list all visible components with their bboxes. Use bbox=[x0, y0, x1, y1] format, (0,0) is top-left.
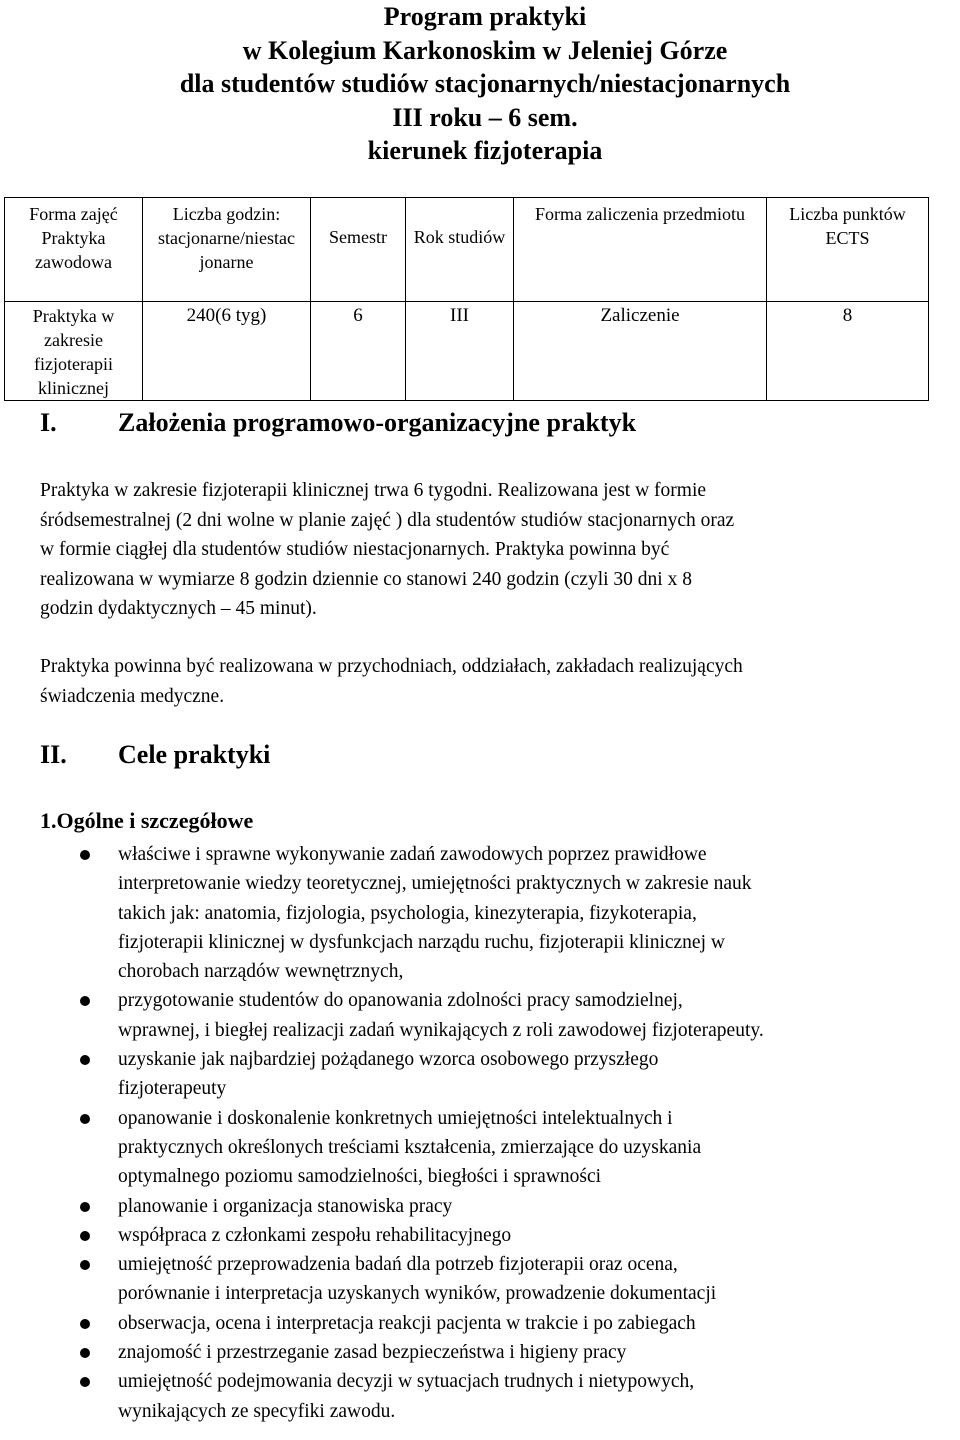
value-forma-zaliczenia: Zaliczenie bbox=[514, 302, 767, 401]
text-line: przygotowanie studentów do opanowania zdolności pracy samodzielnej, bbox=[118, 990, 683, 1012]
list-item bbox=[0, 986, 960, 1045]
text-line: interpretowanie wiedzy teoretycznej, umiejętności praktycznych w zakresie nauk bbox=[118, 873, 752, 895]
text-line: planowanie i organizacja stanowiska pracy bbox=[118, 1195, 453, 1217]
text-line: znajomość i przestrzeganie zasad bezpieczeństwa i higieny pracy bbox=[118, 1342, 627, 1364]
list-item bbox=[0, 1221, 960, 1250]
subsection-heading: 1.Ogólne i szczegółowe bbox=[40, 808, 254, 833]
section-number: II. bbox=[40, 740, 67, 769]
title-line: III roku – 6 sem. bbox=[392, 102, 578, 132]
title-line: kierunek fizjoterapia bbox=[367, 136, 603, 165]
text-line: realizowana w wymiarze 8 godzin dziennie co stanowi 240 godzin (czyli 30 dni x 8 bbox=[40, 568, 692, 590]
value-liczba-godzin: 240(6 tyg) bbox=[143, 302, 311, 401]
list-item bbox=[0, 1045, 960, 1104]
list-item bbox=[0, 1192, 960, 1221]
value-rok: III bbox=[406, 302, 514, 401]
list-item bbox=[0, 1250, 960, 1309]
list-item bbox=[0, 1104, 960, 1192]
text-line: umiejętność przeprowadzenia badań dla potrzeb fizjoterapii oraz ocena, bbox=[118, 1254, 678, 1276]
text-line: umiejętność podejmowania decyzji w sytuacjach trudnych i nietypowych, bbox=[118, 1371, 695, 1393]
bullet-icon bbox=[80, 850, 90, 860]
bullet-icon bbox=[80, 1202, 90, 1212]
header-semestr: Semestr bbox=[311, 198, 406, 302]
title-line: Program praktyki bbox=[383, 2, 587, 31]
text-line: wynikających ze specyfiki zawodu. bbox=[118, 1400, 396, 1422]
bullet-icon bbox=[80, 996, 90, 1006]
text-line: godzin dydaktycznych – 45 minut). bbox=[40, 598, 317, 619]
section-1-paragraph-1 bbox=[40, 476, 960, 624]
text-line: Praktyka w zakresie fizjoterapii klinicznej trwa 6 tygodni. Realizowana jest w formie bbox=[40, 480, 707, 501]
text-line: opanowanie i doskonalenie konkretnych umiejętności intelektualnych i bbox=[118, 1107, 673, 1129]
list-item bbox=[0, 840, 960, 986]
document-title bbox=[0, 0, 960, 168]
text-line: w formie ciągłej dla studentów studiów niestacjonarnych. Praktyka powinna być bbox=[40, 539, 670, 560]
text-line: chorobach narządów wewnętrznych, bbox=[118, 961, 404, 983]
text-line: fizjoterapeuty bbox=[118, 1078, 227, 1100]
value-forma-zajec: Praktyka w zakresie fizjoterapii klinicznej bbox=[5, 302, 143, 401]
header-forma-zaliczenia: Forma zaliczenia przedmiotu bbox=[514, 198, 767, 302]
section-1-paragraph-2 bbox=[40, 652, 960, 711]
text-line: właściwe i sprawne wykonywanie zadań zawodowych poprzez prawidłowe bbox=[118, 844, 707, 865]
text-line: fizjoterapii klinicznej w dysfunkcjach narządu ruchu, fizjoterapii klinicznej w bbox=[118, 931, 725, 953]
header-rok: Rok studiów bbox=[406, 198, 514, 302]
text-line: praktycznych określonych treściami kształcenia, zmierzające do uzyskania bbox=[118, 1136, 702, 1158]
header-liczba-godzin: Liczba godzin: stacjonarne/niestac jonarne bbox=[143, 198, 311, 302]
title-line: dla studentów studiów stacjonarnych/niestacjonarnych bbox=[179, 69, 791, 98]
list-item bbox=[0, 1367, 960, 1426]
bullet-icon bbox=[80, 1319, 90, 1329]
header-forma-zajec: Forma zajęć Praktyka zawodowa bbox=[5, 198, 143, 302]
section-number: I. bbox=[40, 408, 57, 437]
section-2-heading bbox=[40, 740, 270, 770]
goals-list bbox=[0, 840, 960, 1426]
bullet-icon bbox=[80, 1260, 90, 1270]
bullet-icon bbox=[80, 1231, 90, 1241]
list-item bbox=[0, 1338, 960, 1367]
text-line: takich jak: anatomia, fizjologia, psychologia, kinezyterapia, fizykoterapia, bbox=[118, 902, 697, 924]
text-line: współpraca z członkami zespołu rehabilitacyjnego bbox=[118, 1224, 512, 1246]
text-line: wprawnej, i biegłej realizacji zadań wynikających z roli zawodowej fizjoterapeuty. bbox=[118, 1019, 764, 1041]
section-1-heading bbox=[40, 408, 636, 438]
bullet-icon bbox=[80, 1055, 90, 1065]
text-line: Praktyka powinna być realizowana w przychodniach, oddziałach, zakładach realizujących bbox=[40, 656, 743, 677]
text-line: porównanie i interpretacja uzyskanych wyników, prowadzenie dokumentacji bbox=[118, 1283, 717, 1305]
text-line: śródsemestralnej (2 dni wolne w planie zajęć ) dla studentów studiów stacjonarnych oraz bbox=[40, 509, 735, 531]
bullet-icon bbox=[80, 1377, 90, 1387]
bullet-icon bbox=[80, 1348, 90, 1358]
value-semestr: 6 bbox=[311, 302, 406, 401]
section-title: Cele praktyki bbox=[118, 740, 271, 769]
text-line: optymalnego poziomu samodzielności, biegłości i sprawności bbox=[118, 1166, 602, 1188]
course-info-table bbox=[4, 197, 929, 401]
section-title: Założenia programowo-organizacyjne praktyk bbox=[118, 408, 637, 437]
text-line: świadczenia medyczne. bbox=[40, 685, 225, 707]
bullet-icon bbox=[80, 1114, 90, 1124]
text-line: obserwacja, ocena i interpretacja reakcji pacjenta w trakcie i po zabiegach bbox=[118, 1312, 696, 1334]
list-item bbox=[0, 1309, 960, 1338]
text-line: uzyskanie jak najbardziej pożądanego wzorca osobowego przyszłego bbox=[118, 1049, 659, 1071]
title-line: w Kolegium Karkonoskim w Jeleniej Górze bbox=[242, 35, 728, 65]
value-ects: 8 bbox=[767, 302, 929, 401]
header-ects: Liczba punktów ECTS bbox=[767, 198, 929, 302]
